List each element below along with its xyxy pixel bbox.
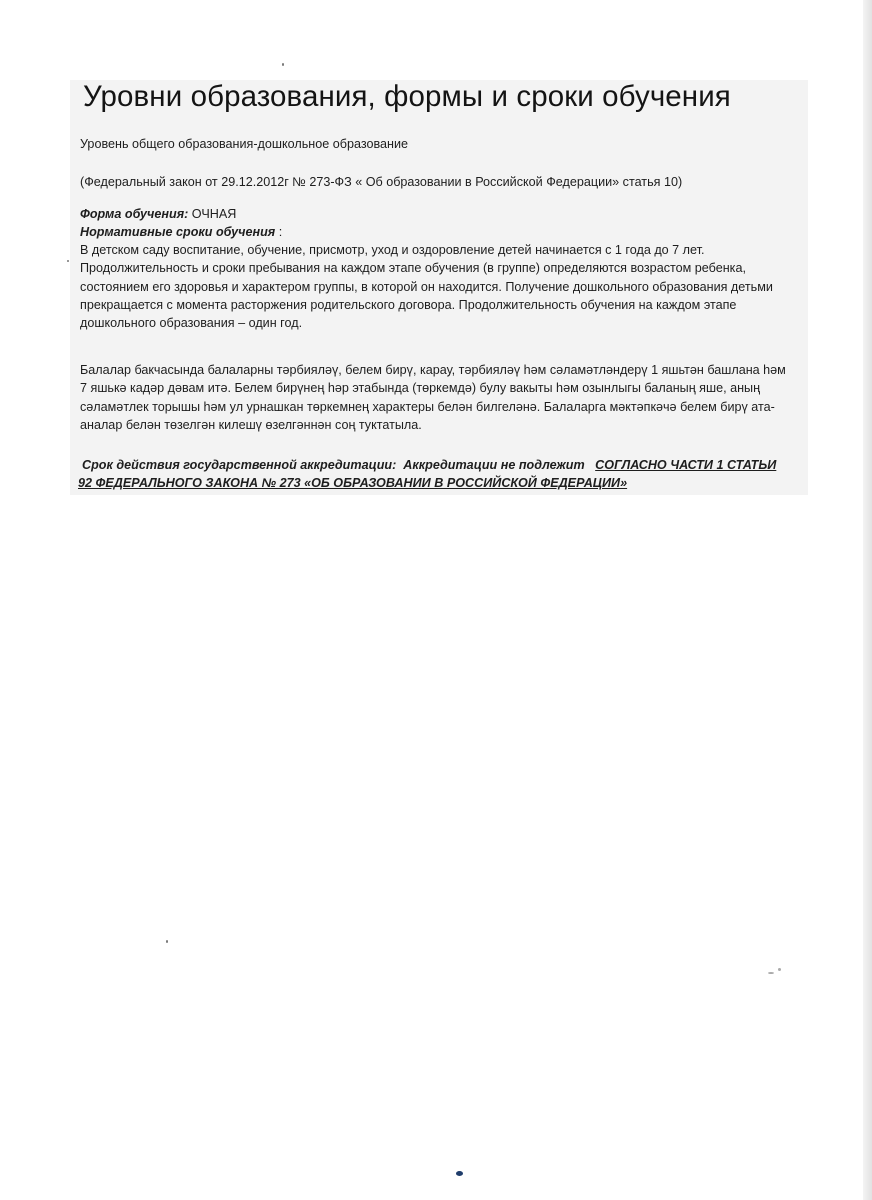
study-terms-suffix: : (275, 225, 283, 239)
tatar-paragraph-line: Балалар бакчасында балаларны тәрбияләү, белем бирү, карау, тәрбияләү һәм сәламәтләндерү 1 яшьтән башлана һәм (80, 363, 786, 377)
tatar-paragraph-line: аналар белән төзелгән килешү өзелгәннән соң туктатыла. (80, 417, 422, 432)
education-level: Уровень общего образования-дошкольное образование (80, 137, 409, 151)
accreditation-reference-line2: 92 ФЕДЕРАЛЬНОГО ЗАКОНА № 273 «ОБ ОБРАЗОВАНИИ В РОССИЙСКОЙ ФЕДЕРАЦИИ» (78, 476, 628, 490)
accreditation-value: Аккредитации не подлежит (403, 458, 585, 472)
tatar-paragraph-line: сәламәтлек торышы һәм ул урнашкан төркемнең характеры белән билгеләнә. Балаларга мәктәпкәчә белем бирү ата- (80, 399, 775, 414)
study-form (80, 205, 236, 223)
scan-right-edge (863, 0, 872, 1200)
russian-paragraph-line: прекращается с момента расторжения родительского договора. Продолжительность обучения на каждом этапе (80, 297, 737, 312)
page-title: Уровни образования, формы и сроки обучения (83, 80, 731, 113)
scan-speck (768, 972, 774, 974)
study-terms (80, 223, 282, 241)
scan-speck (282, 63, 284, 66)
russian-paragraph (80, 241, 808, 332)
tatar-paragraph-line: 7 яшькә кадәр дәвам итә. Белем бирүнең һәр этабында (төркемдә) булу вакыты һәм озынлыгы баланың яше, аның (80, 381, 761, 396)
study-form-label: Форма обучения: (80, 207, 189, 221)
study-form-value: ОЧНАЯ (188, 207, 237, 221)
law-reference: (Федеральный закон от 29.12.2012г № 273-ФЗ « Об образовании в Российской Федерации» статья 10) (80, 175, 683, 189)
russian-paragraph-line: состоянием его здоровья и характером группы, в которой он находится. Получение дошкольного образования детьми (80, 279, 773, 294)
accreditation-reference-line1: СОГЛАСНО ЧАСТИ 1 СТАТЬИ (595, 458, 777, 472)
russian-paragraph-line: В детском саду воспитание, обучение, присмотр, уход и оздоровление детей начинается с 1 года до 7 лет. (80, 243, 705, 257)
study-terms-label: Нормативные сроки обучения (80, 225, 276, 239)
scan-speck (166, 940, 168, 943)
scan-speck (778, 968, 781, 971)
tatar-paragraph (80, 361, 808, 434)
scan-speck (67, 260, 69, 262)
russian-paragraph-line: дошкольного образования – один год. (80, 316, 303, 331)
accreditation-label: Срок действия государственной аккредитации: (82, 458, 397, 472)
russian-paragraph-line: Продолжительность и сроки пребывания на каждом этапе обучения (в группе) определяются возрастом ребенка, (80, 261, 746, 276)
scan-speck (456, 1171, 463, 1176)
accreditation-block (78, 456, 808, 492)
